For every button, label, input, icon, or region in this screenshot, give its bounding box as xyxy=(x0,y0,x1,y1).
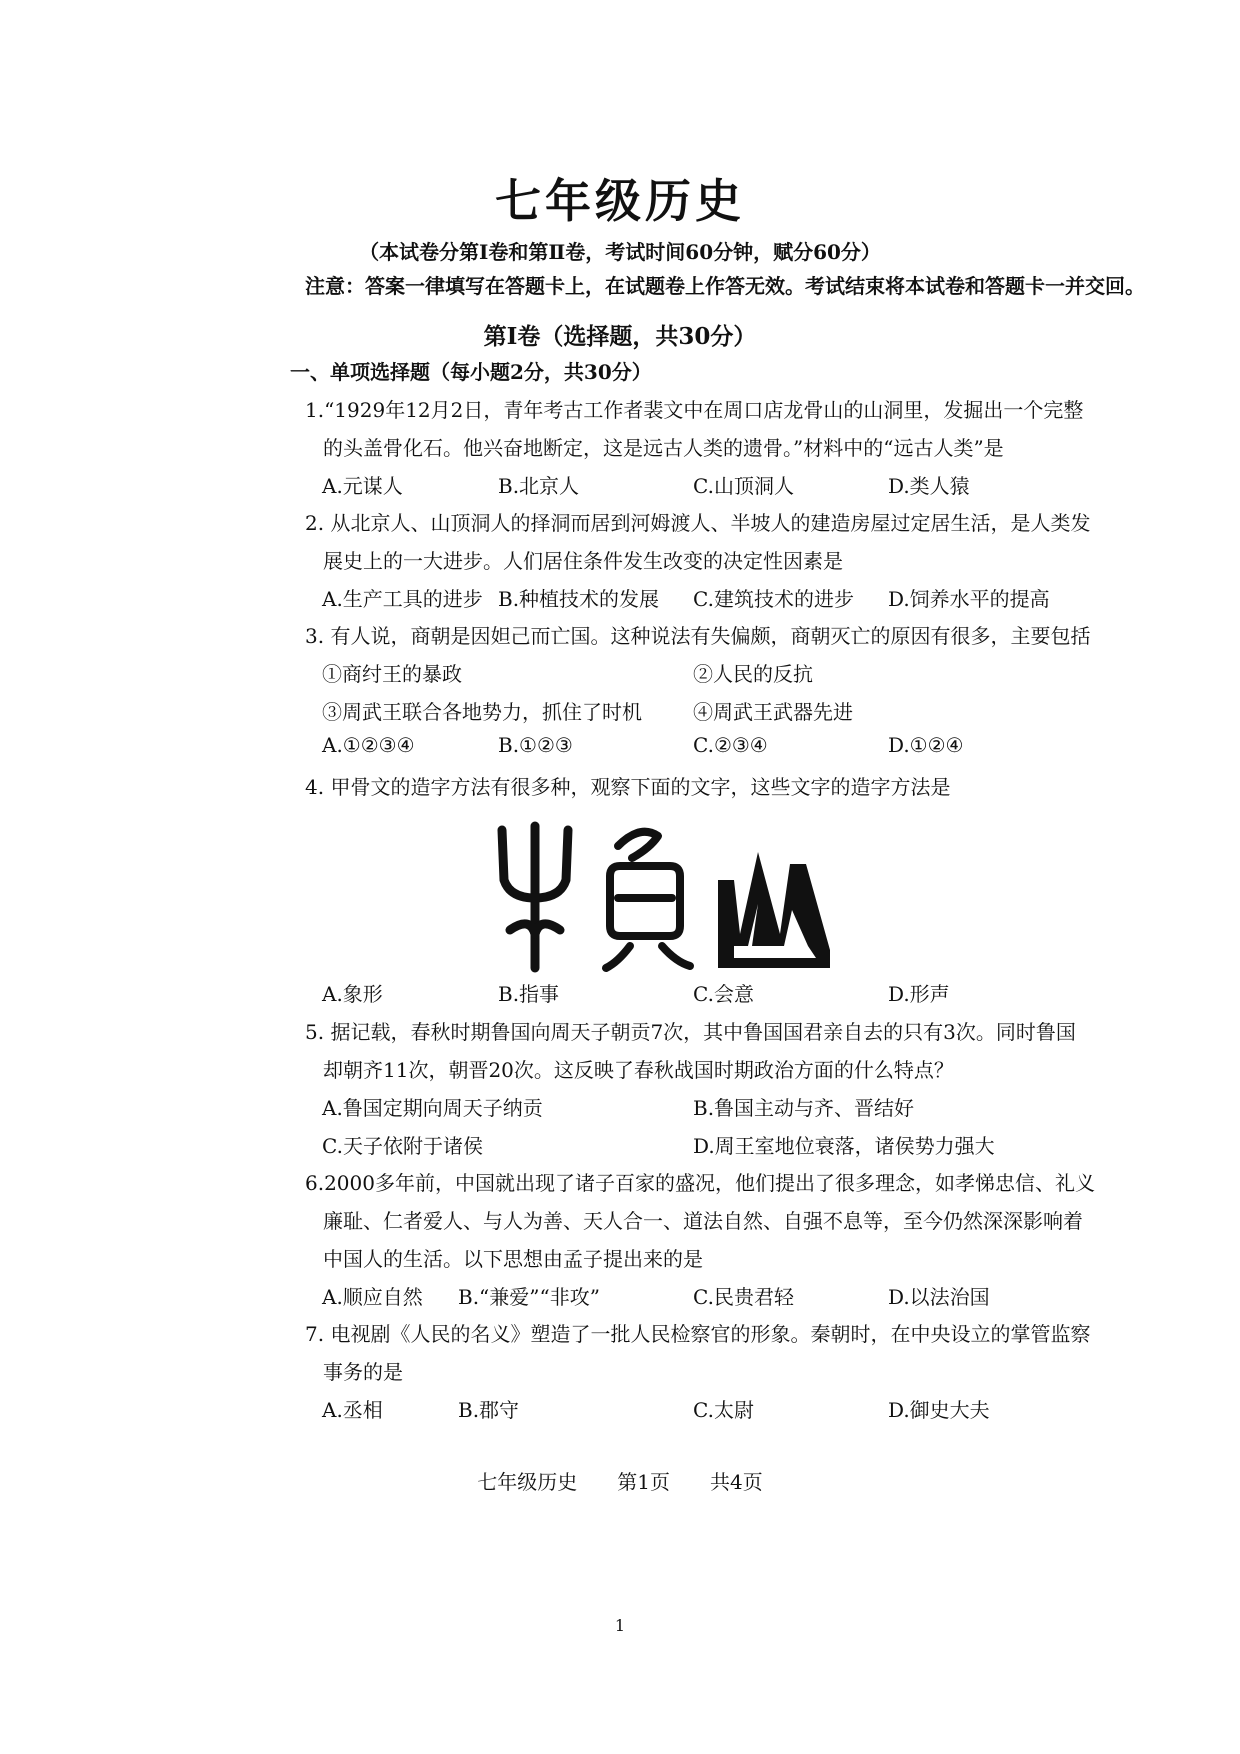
page-footer: 七年级历史 第1页 共4页 xyxy=(477,1470,763,1494)
question-3-item-3: ③周武王联合各地势力，抓住了时机 xyxy=(322,700,642,724)
question-5-option-d: D.周王室地位衰落，诸侯势力强大 xyxy=(693,1134,995,1158)
question-4-line-1: 4. 甲骨文的造字方法有很多种，观察下面的文字，这些文字的造字方法是 xyxy=(305,775,951,799)
question-4-option-a: A.象形 xyxy=(322,982,383,1006)
question-3-option-b: B.①②③ xyxy=(498,733,573,757)
question-2-line-2: 展史上的一大进步。人们居住条件发生改变的决定性因素是 xyxy=(323,549,843,573)
question-4-option-b: B.指事 xyxy=(498,982,560,1006)
question-7-option-a: A.丞相 xyxy=(322,1398,383,1422)
oracle-glyph-tree xyxy=(502,826,568,968)
question-7-option-d: D.御史大夫 xyxy=(888,1398,990,1422)
oracle-bone-characters-image xyxy=(490,818,840,978)
exam-subtitle: （本试卷分第Ⅰ卷和第Ⅱ卷，考试时间60分钟，赋分60分） xyxy=(359,240,881,264)
question-7-line-1: 7. 电视剧《人民的名义》塑造了一批人民检察官的形象。秦朝时，在中央设立的掌管监察 xyxy=(305,1322,1091,1346)
question-6-line-3: 中国人的生活。以下思想由孟子提出来的是 xyxy=(323,1247,703,1271)
question-7-line-2: 事务的是 xyxy=(323,1360,403,1384)
question-1-line-1: 1.“1929年12月2日，青年考古工作者裴文中在周口店龙骨山的山洞里，发掘出一个完整 xyxy=(305,398,1084,422)
question-3-line-1: 3. 有人说，商朝是因妲己而亡国。这种说法有失偏颇，商朝灭亡的原因有很多，主要包括 xyxy=(305,624,1091,648)
question-3-item-1: ①商纣王的暴政 xyxy=(322,662,462,686)
page-number: 1 xyxy=(614,1616,626,1635)
question-3-option-a: A.①②③④ xyxy=(322,733,415,757)
question-6-option-d: D.以法治国 xyxy=(888,1285,990,1309)
question-6-option-c: C.民贵君轻 xyxy=(693,1285,794,1309)
question-5-line-1: 5. 据记载，春秋时期鲁国向周天子朝贡7次，其中鲁国国君亲自去的只有3次。同时鲁国 xyxy=(305,1020,1076,1044)
question-5-line-2: 却朝齐11次，朝晋20次。这反映了春秋战国时期政治方面的什么特点？ xyxy=(323,1058,954,1082)
question-5-option-b: B.鲁国主动与齐、晋结好 xyxy=(693,1096,915,1120)
question-6-option-a: A.顺应自然 xyxy=(322,1285,423,1309)
part-heading: 一、单项选择题（每小题2分，共30分） xyxy=(290,360,652,384)
question-3-option-c: C.②③④ xyxy=(693,733,768,757)
question-3-item-2: ②人民的反抗 xyxy=(693,662,813,686)
question-6-line-1: 6.2000多年前，中国就出现了诸子百家的盛况，他们提出了很多理念，如孝悌忠信、礼义 xyxy=(305,1171,1095,1195)
question-5-option-a: A.鲁国定期向周天子纳贡 xyxy=(322,1096,543,1120)
question-5-option-c: C.天子依附于诸侯 xyxy=(322,1134,483,1158)
question-7-option-b: B.郡守 xyxy=(458,1398,520,1422)
question-2-option-a: A.生产工具的进步 xyxy=(322,587,483,611)
exam-title: 七年级历史 xyxy=(495,174,745,228)
question-3-option-d: D.①②④ xyxy=(888,733,964,757)
question-1-option-a: A.元谋人 xyxy=(322,474,403,498)
exam-notice: 注意：答案一律填写在答题卡上，在试题卷上作答无效。考试结束将本试卷和答题卡一并交回。 xyxy=(305,274,1145,298)
question-2-option-c: C.建筑技术的进步 xyxy=(693,587,854,611)
question-4-option-d: D.形声 xyxy=(888,982,950,1006)
question-2-option-d: D.饲养水平的提高 xyxy=(888,587,1050,611)
oracle-glyph-mountain xyxy=(718,852,830,968)
question-1-option-d: D.类人猿 xyxy=(888,474,970,498)
question-4-option-c: C.会意 xyxy=(693,982,754,1006)
question-6-option-b: B.“兼爱”“非攻” xyxy=(458,1285,600,1309)
question-1-line-2: 的头盖骨化石。他兴奋地断定，这是远古人类的遗骨。”材料中的“远古人类”是 xyxy=(323,436,1004,460)
question-2-option-b: B.种植技术的发展 xyxy=(498,587,660,611)
question-3-item-4: ④周武王武器先进 xyxy=(693,700,853,724)
question-2-line-1: 2. 从北京人、山顶洞人的择洞而居到河姆渡人、半坡人的建造房屋过定居生活，是人类发 xyxy=(305,511,1091,535)
question-1-option-c: C.山顶洞人 xyxy=(693,474,794,498)
section-title: 第Ⅰ卷（选择题，共30分） xyxy=(483,323,757,350)
question-7-option-c: C.太尉 xyxy=(693,1398,754,1422)
question-6-line-2: 廉耻、仁者爱人、与人为善、天人合一、道法自然、自强不息等，至今仍然深深影响着 xyxy=(323,1209,1083,1233)
oracle-glyph-shell xyxy=(606,832,690,968)
question-1-option-b: B.北京人 xyxy=(498,474,580,498)
